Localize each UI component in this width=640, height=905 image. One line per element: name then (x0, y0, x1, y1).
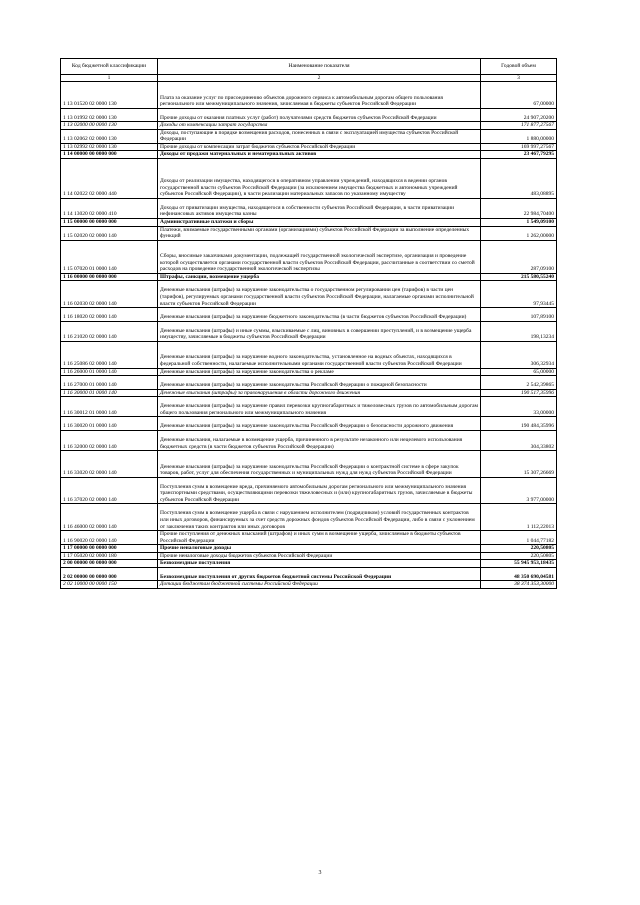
budget-code-cell: 1 16 33020 02 0000 140 (61, 451, 158, 478)
table-body (61, 82, 557, 589)
indicator-name-cell: Доходы от реализации имущества, находящегося в оперативном управлении учреждений, находящихся в ведении органов государственной власти субъектов Российской Федерации (за исключением имущества бюджетных и автономных учреждений субъектов Российской Федерации), в части реализации материальных запасов по указанному имуществу (158, 159, 481, 199)
budget-code-cell: 1 16 02030 02 0000 140 (61, 281, 158, 308)
indicator-name-cell: Поступления сумм в возмещение вреда, причиняемого автомобильным дорогам регионального или межмуниципального значения транспортными средствами, осуществляющими перевозки тяжеловесных и (или) крупногабаритных грузов, зачисляемые в бюджеты субъектов Российской Федерации (158, 477, 481, 504)
budget-code-cell: 1 13 02000 00 0000 130 (61, 122, 158, 130)
annual-amount-cell: 48 350 690,04581 (481, 567, 557, 581)
annual-amount-cell: 220,50805 (481, 552, 557, 560)
indicator-name-cell: Прочие неналоговые доходы (158, 545, 481, 553)
table-row (61, 417, 557, 431)
table-row (61, 504, 557, 531)
table-row (61, 430, 557, 450)
indicator-name-cell: Денежные взыскания (штрафы) за нарушение законодательства о рекламе (158, 368, 481, 376)
budget-code-cell: 1 16 21020 02 0000 140 (61, 321, 158, 341)
annual-amount-cell: 169 997,27567 (481, 143, 557, 151)
indicator-name-cell: Административные платежи и сборы (158, 218, 481, 226)
column-number-row (61, 75, 557, 82)
budget-code-cell: 1 14 13020 02 0000 410 (61, 198, 158, 218)
document-page (60, 58, 556, 589)
indicator-name-cell: Денежные взыскания (штрафы) за правонарушения в области дорожного движения (158, 389, 481, 397)
table-row (61, 567, 557, 581)
indicator-name-cell: Прочие неналоговые доходы бюджетов субъектов Российской Федерации (158, 552, 481, 560)
table-row (61, 143, 557, 151)
annual-amount-cell: 1 112,22013 (481, 504, 557, 531)
budget-code-cell: 1 14 00000 00 0000 000 (61, 151, 158, 159)
table-row (61, 308, 557, 322)
annual-amount-cell: 1 262,00000 (481, 226, 557, 240)
table-row (61, 82, 557, 109)
column-number-3: 3 (481, 75, 557, 82)
budget-code-cell: 1 16 26000 01 0000 140 (61, 368, 158, 376)
budget-code-cell: 1 15 00000 00 0000 000 (61, 218, 158, 226)
budget-code-cell: 1 16 18020 02 0000 140 (61, 308, 158, 322)
indicator-name-cell: Платежи, взимаемые государственными органами (организациями) субъектов Российской Федерации за выполнение определенных функций (158, 226, 481, 240)
header-amount: Годовой объем (481, 59, 557, 75)
budget-code-cell: 1 14 02022 02 0000 440 (61, 159, 158, 199)
table-row (61, 581, 557, 589)
annual-amount-cell: 65,00000 (481, 368, 557, 376)
annual-amount-cell: 107,89100 (481, 308, 557, 322)
annual-amount-cell: 220,50805 (481, 545, 557, 553)
budget-code-cell: 2 02 10000 00 0000 150 (61, 581, 158, 589)
annual-amount-cell: 287,09100 (481, 240, 557, 273)
annual-amount-cell: 171 877,27567 (481, 122, 557, 130)
budget-code-cell: 1 16 25086 02 0000 140 (61, 341, 158, 368)
indicator-name-cell: Прочие доходы от оказания платных услуг (работ) получателями средств бюджетов субъектов Российской Федерации (158, 108, 481, 122)
budget-code-cell: 2 02 00000 00 0000 000 (61, 567, 158, 581)
table-row (61, 281, 557, 308)
indicator-name-cell: Денежные взыскания (штрафы) за нарушение бюджетного законодательства (в части бюджетов субъектов Российской Федерации) (158, 308, 481, 322)
table-row (61, 376, 557, 390)
annual-amount-cell: 190 517,35996 (481, 389, 557, 397)
indicator-name-cell: Штрафы, санкции, возмещение ущерба (158, 273, 481, 281)
annual-amount-cell: 1 880,00000 (481, 129, 557, 143)
table-row (61, 397, 557, 417)
table-row (61, 321, 557, 341)
annual-amount-cell: 1 044,77182 (481, 531, 557, 545)
indicator-name-cell: Денежные взыскания (штрафы) за нарушение законодательства о государственном регулировании цен (тарифов) в части цен (тарифов), регулируемых органами государственной власти субъектов Российской Федерации, налагаемые органами исполнительной власти субъектов Российской Федерации (158, 281, 481, 308)
table-row (61, 531, 557, 545)
table-row (61, 552, 557, 560)
table-row (61, 129, 557, 143)
budget-code-cell: 1 16 37020 02 0000 140 (61, 477, 158, 504)
annual-amount-cell: 23 467,79295 (481, 151, 557, 159)
indicator-name-cell: Плата за оказание услуг по присоединению объектов дорожного сервиса к автомобильным дорогам общего пользования регионального или межмуниципального значения, зачисляемая в бюджеты субъектов Российской Федерации (158, 82, 481, 109)
table-row (61, 240, 557, 273)
annual-amount-cell: 2 542,39865 (481, 376, 557, 390)
header-name: Наименование показателя (158, 59, 481, 75)
budget-code-cell: 1 17 05020 02 0000 180 (61, 552, 158, 560)
annual-amount-cell: 306,32934 (481, 341, 557, 368)
budget-code-cell: 1 16 27000 01 0000 140 (61, 376, 158, 390)
header-code: Код бюджетной классификации (61, 59, 158, 75)
budget-code-cell: 1 17 00000 00 0000 000 (61, 545, 158, 553)
indicator-name-cell: Доходы, поступающие в порядке возмещения расходов, понесенных в связи с эксплуатацией имущества субъектов Российской Федерации (158, 129, 481, 143)
indicator-name-cell: Прочие доходы от компенсации затрат бюджетов субъектов Российской Федерации (158, 143, 481, 151)
indicator-name-cell: Денежные взыскания (штрафы) за нарушение правил перевозки крупногабаритных и тяжеловесных грузов по автомобильным дорогам общего пользования регионального или межмуниципального значения (158, 397, 481, 417)
annual-amount-cell: 215 580,55240 (481, 273, 557, 281)
indicator-name-cell: Дотации бюджетам бюджетной системы Российской Федерации (158, 581, 481, 589)
annual-amount-cell: 38 374 353,30000 (481, 581, 557, 589)
indicator-name-cell: Доходы от приватизации имущества, находящегося в собственности субъектов Российской Федерации, в части приватизации нефинансовых активов имущества казны (158, 198, 481, 218)
indicator-name-cell: Денежные взыскания (штрафы) и иные суммы, взыскиваемые с лиц, виновных в совершении преступлений, и в возмещение ущерба имуществу, зачисляемые в бюджеты субъектов Российской Федерации (158, 321, 481, 341)
annual-amount-cell: 97,93445 (481, 281, 557, 308)
column-number-1: 1 (61, 75, 158, 82)
table-row (61, 108, 557, 122)
annual-amount-cell: 3 977,00000 (481, 477, 557, 504)
annual-amount-cell: 67,00000 (481, 82, 557, 109)
budget-code-cell: 1 16 30000 01 0000 140 (61, 389, 158, 397)
budget-code-cell: 1 13 01520 02 0000 130 (61, 82, 158, 109)
annual-amount-cell: 483,08895 (481, 159, 557, 199)
table-row (61, 273, 557, 281)
budget-code-cell: 1 15 07020 01 0000 140 (61, 240, 158, 273)
revenue-table (60, 58, 557, 589)
budget-code-cell: 1 13 02992 02 0000 130 (61, 143, 158, 151)
table-row (61, 389, 557, 397)
page-number: 3 (318, 870, 322, 876)
table-row (61, 226, 557, 240)
indicator-name-cell: Доходы от компенсации затрат государства (158, 122, 481, 130)
indicator-name-cell: Денежные взыскания (штрафы) за нарушение законодательства Российской Федерации о контрактной системе в сфере закупок товаров, работ, услуг для обеспечения государственных и муниципальных нужд для нужд субъектов Российской Федерации (158, 451, 481, 478)
annual-amount-cell: 15 307,26669 (481, 451, 557, 478)
annual-amount-cell: 33,00000 (481, 397, 557, 417)
table-row (61, 477, 557, 504)
annual-amount-cell: 22 984,70400 (481, 198, 557, 218)
indicator-name-cell: Денежные взыскания, налагаемые в возмещение ущерба, причиненного в результате незаконного или нецелевого использования бюджетных средств (в части бюджетов субъектов Российской Федерации) (158, 430, 481, 450)
table-row (61, 218, 557, 226)
budget-code-cell: 1 15 02020 02 0000 140 (61, 226, 158, 240)
table-row (61, 151, 557, 159)
table-row (61, 545, 557, 553)
table-row (61, 198, 557, 218)
table-row (61, 122, 557, 130)
table-row (61, 451, 557, 478)
indicator-name-cell: Доходы от продажи материальных и нематериальных активов (158, 151, 481, 159)
budget-code-cell: 1 13 02062 02 0000 130 (61, 129, 158, 143)
budget-code-cell: 1 16 32000 02 0000 140 (61, 430, 158, 450)
budget-code-cell: 1 16 46000 02 0000 140 (61, 504, 158, 531)
budget-code-cell: 1 16 90020 02 0000 140 (61, 531, 158, 545)
budget-code-cell: 1 16 30020 01 0000 140 (61, 417, 158, 431)
indicator-name-cell: Поступления сумм в возмещение ущерба в связи с нарушением исполнителем (подрядчиком) условий государственных контрактов или иных договоров, финансируемых за счет средств дорожных фондов субъектов Российской Федерации, либо в связи с уклонением от заключения таких контрактов или иных договоров (158, 504, 481, 531)
annual-amount-cell: 1 549,09100 (481, 218, 557, 226)
annual-amount-cell: 24 907,20200 (481, 108, 557, 122)
table-header-row (61, 59, 557, 75)
indicator-name-cell: Безвозмездные поступления от других бюджетов бюджетной системы Российской Федерации (158, 567, 481, 581)
budget-code-cell: 2 00 00000 00 0000 000 (61, 560, 158, 568)
table-row (61, 159, 557, 199)
budget-code-cell: 1 13 01992 02 0000 130 (61, 108, 158, 122)
budget-code-cell: 1 16 00000 00 0000 000 (61, 273, 158, 281)
indicator-name-cell: Прочие поступления от денежных взысканий (штрафов) и иных сумм в возмещение ущерба, зачисляемые в бюджеты субъектов Российской Федерации (158, 531, 481, 545)
annual-amount-cell: 55 945 953,18435 (481, 560, 557, 568)
indicator-name-cell: Денежные взыскания (штрафы) за нарушение законодательства Российской Федерации о пожарной безопасности (158, 376, 481, 390)
indicator-name-cell: Сборы, вносимые заказчиками документации, подлежащей государственной экологической экспертизе, организация и проведение которой осуществляется органами государственной власти субъектов Российской Федерации, рассчитанные в соответствии со сметой расходов на проведение государственной экологической экспертизы (158, 240, 481, 273)
budget-code-cell: 1 16 30012 01 0000 140 (61, 397, 158, 417)
column-number-2: 2 (158, 75, 481, 82)
annual-amount-cell: 198,13234 (481, 321, 557, 341)
table-row (61, 560, 557, 568)
table-row (61, 368, 557, 376)
indicator-name-cell: Денежные взыскания (штрафы) за нарушение законодательства Российской Федерации о безопасности дорожного движения (158, 417, 481, 431)
indicator-name-cell: Денежные взыскания (штрафы) за нарушение водного законодательства, установленное на водных объектах, находящихся в федеральной собственности, налагаемые исполнительными органами государственной власти субъектов Российской Федерации (158, 341, 481, 368)
annual-amount-cell: 304,33802 (481, 430, 557, 450)
annual-amount-cell: 190 484,35996 (481, 417, 557, 431)
indicator-name-cell: Безвозмездные поступления (158, 560, 481, 568)
table-row (61, 341, 557, 368)
